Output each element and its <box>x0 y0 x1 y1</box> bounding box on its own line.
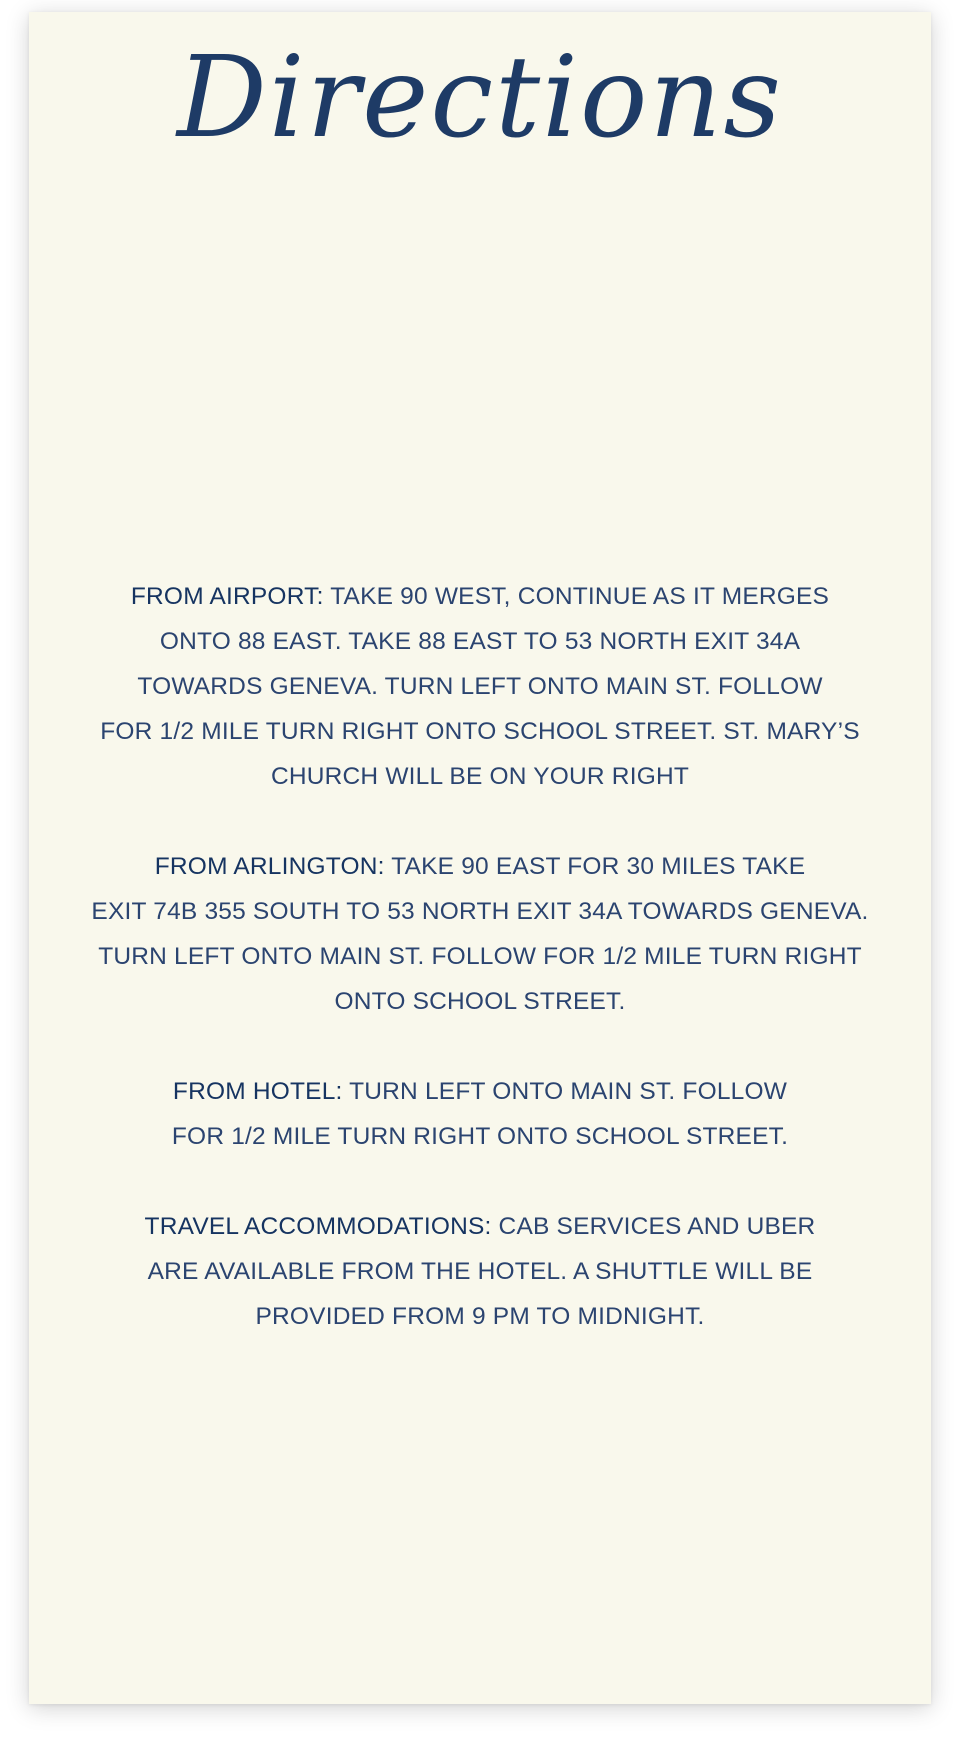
section-line: TOWARDS GENEVA. TURN LEFT ONTO MAIN ST. FOLLOW <box>137 673 823 700</box>
section-line: ONTO SCHOOL STREET. <box>334 988 626 1015</box>
section-label: FROM ARLINGTON: <box>154 853 385 880</box>
section-line: CHURCH WILL BE ON YOUR RIGHT <box>270 763 690 790</box>
section-line: EXIT 74B 355 SOUTH TO 53 NORTH EXIT 34A TOWARDS GENEVA. <box>91 898 869 925</box>
section-travel-accommodations <box>69 1204 891 1339</box>
section-line <box>69 844 891 889</box>
section-line: PROVIDED FROM 9 PM TO MIDNIGHT. <box>255 1303 705 1330</box>
section-line <box>69 1069 891 1114</box>
section-label: FROM HOTEL: <box>172 1078 343 1105</box>
section-text: TURN LEFT ONTO MAIN ST. FOLLOW <box>349 1078 788 1105</box>
section-line: ARE AVAILABLE FROM THE HOTEL. A SHUTTLE WILL BE <box>147 1258 813 1285</box>
directions-card <box>29 12 931 1704</box>
section-from-airport <box>69 574 891 799</box>
directions-content <box>69 574 891 1384</box>
section-text: TAKE 90 EAST FOR 30 MILES TAKE <box>391 853 806 880</box>
section-line: FOR 1/2 MILE TURN RIGHT ONTO SCHOOL STREET. <box>171 1123 789 1150</box>
section-text: CAB SERVICES AND UBER <box>498 1213 816 1240</box>
section-line <box>69 1204 891 1249</box>
section-label: FROM AIRPORT: <box>130 583 324 610</box>
section-from-hotel <box>69 1069 891 1159</box>
section-from-arlington <box>69 844 891 1024</box>
section-line <box>69 574 891 619</box>
page-title: Directions <box>176 33 784 163</box>
section-line: TURN LEFT ONTO MAIN ST. FOLLOW FOR 1/2 MILE TURN RIGHT <box>98 943 862 970</box>
section-text: TAKE 90 WEST, CONTINUE AS IT MERGES <box>330 583 830 610</box>
section-label: TRAVEL ACCOMMODATIONS: <box>144 1213 492 1240</box>
section-line: FOR 1/2 MILE TURN RIGHT ONTO SCHOOL STREET. ST. MARY’S <box>100 718 860 745</box>
section-line: ONTO 88 EAST. TAKE 88 EAST TO 53 NORTH EXIT 34A <box>159 628 801 655</box>
